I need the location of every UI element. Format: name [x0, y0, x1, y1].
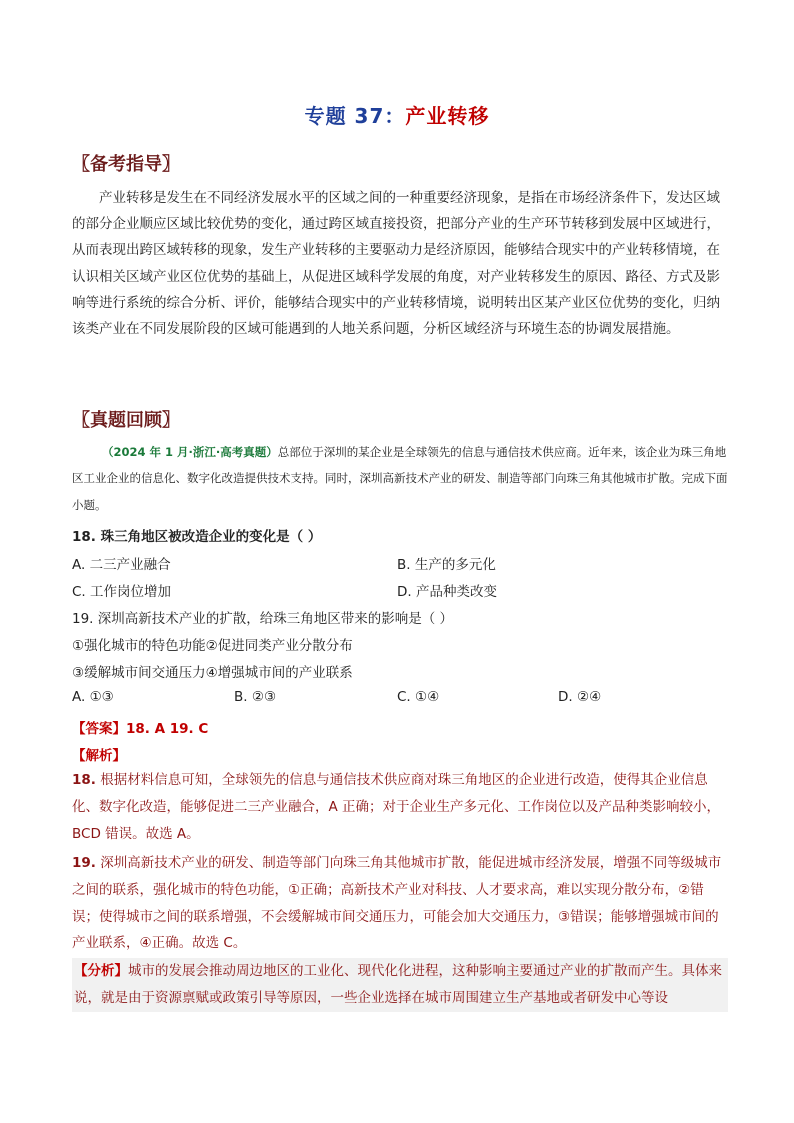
explanation-19-number: 19.	[72, 855, 96, 871]
review-heading: 〖真题回顾〗	[72, 410, 180, 431]
analysis-heading: 【解析】	[72, 748, 126, 764]
q19-option-a: A. ①③	[72, 689, 114, 705]
fenxi-block	[72, 958, 728, 1012]
title-prefix: 专题 37：	[304, 104, 406, 128]
q19-option-d: D. ②④	[558, 689, 602, 705]
guide-heading: 〖备考指导〗	[72, 154, 180, 175]
question-material	[72, 439, 732, 518]
material-text: 总部位于深圳的某企业是全球领先的信息与通信技术供应商。近年来，该企业为珠三角地区工业企业的信息化、数字化改造提供技术支持。同时，深圳高新技术产业的研发、制造等部门向珠三角其他城市扩散。完成下面小题。	[72, 445, 728, 512]
q18-option-a: A. 二三产业融合	[72, 557, 171, 573]
explanation-18-number: 18.	[72, 772, 96, 788]
q19-items-1: ①强化城市的特色功能②促进同类产业分散分布	[72, 638, 353, 654]
title-topic: 产业转移	[405, 104, 490, 128]
explanation-19-text: 深圳高新技术产业的研发、制造等部门向珠三角其他城市扩散，能促进城市经济发展，增强不同等级城市之间的联系，强化城市的特色功能，①正确；高新技术产业对科技、人才要求高，难以实现分散分布，②错误；使得城市之间的联系增强，不会缓解城市间交通压力，可能会加大交通压力，③错误；能够增强城市间的产业联系，④正确。故选 C。	[72, 855, 722, 952]
explanation-18	[72, 767, 726, 847]
q19-items-2: ③缓解城市间交通压力④增强城市间的产业联系	[72, 665, 353, 681]
answer-line: 【答案】18. A 19. C	[72, 721, 209, 737]
q19-option-c: C. ①④	[397, 689, 440, 705]
fenxi-label: 【分析】	[74, 963, 128, 979]
q18-option-c: C. 工作岗位增加	[72, 584, 172, 600]
source-tag: （2024 年 1 月·浙江·高考真题）	[102, 445, 278, 459]
page-title	[0, 100, 794, 129]
explanation-18-text: 根据材料信息可知，全球领先的信息与通信技术供应商对珠三角地区的企业进行改造，使得其企业信息化、数字化改造，能够促进二三产业融合，A 正确；对于企业生产多元化、工作岗位以及产品种类影响较小，BCD 错误。故选 A。	[72, 772, 721, 842]
guide-paragraph: 产业转移是发生在不同经济发展水平的区域之间的一种重要经济现象，是指在市场经济条件下，发达区域的部分企业顺应区域比较优势的变化，通过跨区域直接投资，把部分产业的生产环节转移到发展中区域进行，从而表现出跨区域转移的现象，发生产业转移的主要驱动力是经济原因，能够结合现实中的产业转移情境，在认识相关区域产业区位优势的基础上，从促进区域科学发展的角度，对产业转移发生的原因、路径、方式及影响等进行系统的综合分析、评价，能够结合现实中的产业转移情境，说明转出区某产业区位优势的变化，归纳该类产业在不同发展阶段的区域可能遇到的人地关系问题，分析区域经济与环境生态的协调发展措施。	[72, 190, 720, 338]
q19-stem: 19. 深圳高新技术产业的扩散，给珠三角地区带来的影响是（ ）	[72, 611, 454, 627]
q18-stem: 18. 珠三角地区被改造企业的变化是（ ）	[72, 529, 322, 545]
explanation-19	[72, 850, 726, 957]
fenxi-text: 城市的发展会推动周边地区的工业化、现代化化进程，这种影响主要通过产业的扩散而产生。具体来说，就是由于资源禀赋或政策引导等原因，一些企业选择在城市周围建立生产基地或者研发中心等设	[74, 963, 722, 1006]
q18-option-d: D. 产品种类改变	[397, 584, 497, 600]
q19-option-b: B. ②③	[234, 689, 277, 705]
q18-option-b: B. 生产的多元化	[397, 557, 496, 573]
